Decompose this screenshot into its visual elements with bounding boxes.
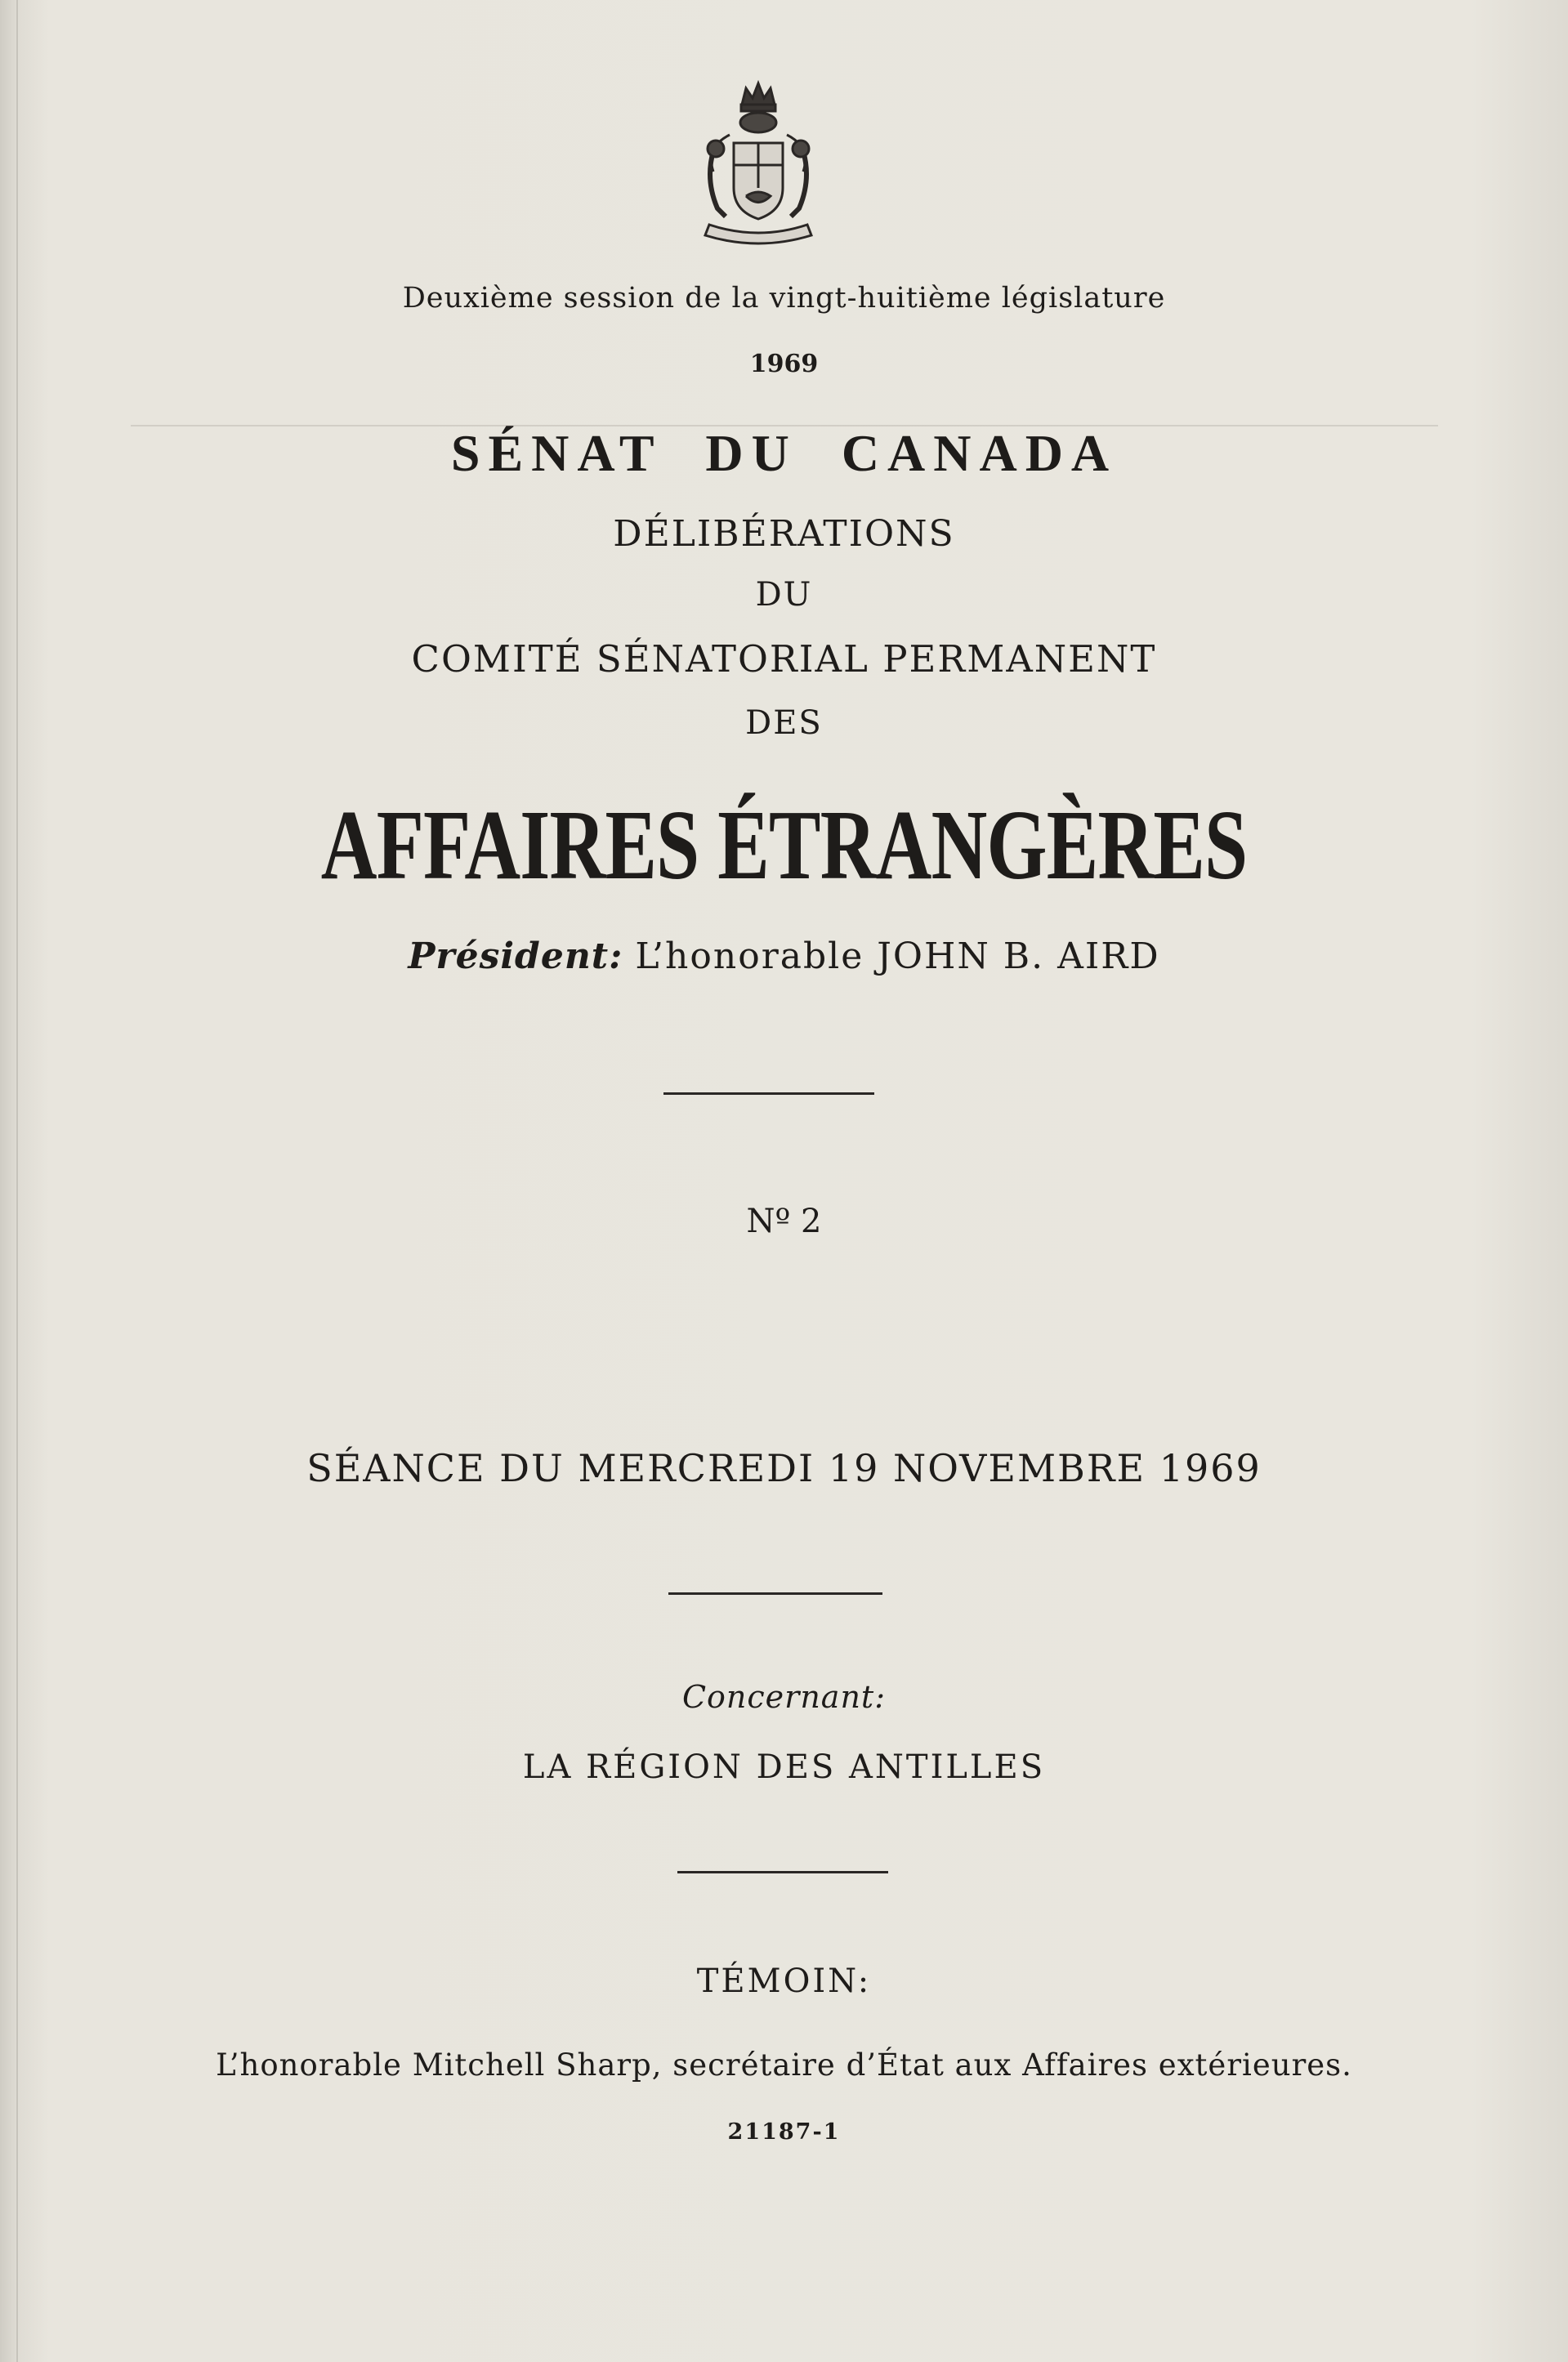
concerning-subject: LA RÉGION DES ANTILLES [522,1748,1046,1786]
concerning-label: Concernant: [681,1679,887,1715]
divider-rule [668,1592,882,1595]
committee-name: COMITÉ SÉNATORIAL PERMANENT [411,637,1157,681]
issue-number: Nº 2 [746,1203,822,1240]
connector-des: DES [745,704,823,742]
session-line: Deuxième session de la vingt-huitième législature [402,282,1166,315]
canada-coat-of-arms-icon [689,74,828,249]
president-role: Président: [408,935,623,977]
publication-year: 1969 [749,350,819,378]
senate-title: SÉNAT DU CANADA [450,424,1118,482]
witness-label: TÉMOIN: [696,1962,872,2000]
divider-rule [663,1092,874,1095]
subject-title: AFFAIRES ÉTRANGÈRES [320,790,1248,900]
president-line [0,935,1568,977]
witness-line: L’honorable Mitchell Sharp, secrétaire d’État aux Affaires extérieures. [216,2047,1352,2083]
connector-du: DU [755,576,813,614]
deliberations-heading: DÉLIBÉRATIONS [613,513,955,555]
president-name: L’honorable JOHN B. AIRD [635,935,1160,977]
sitting-date: SÉANCE DU MERCREDI 19 NOVEMBRE 1969 [306,1446,1262,1490]
divider-rule [677,1871,888,1873]
print-code: 21187-1 [727,2119,841,2145]
